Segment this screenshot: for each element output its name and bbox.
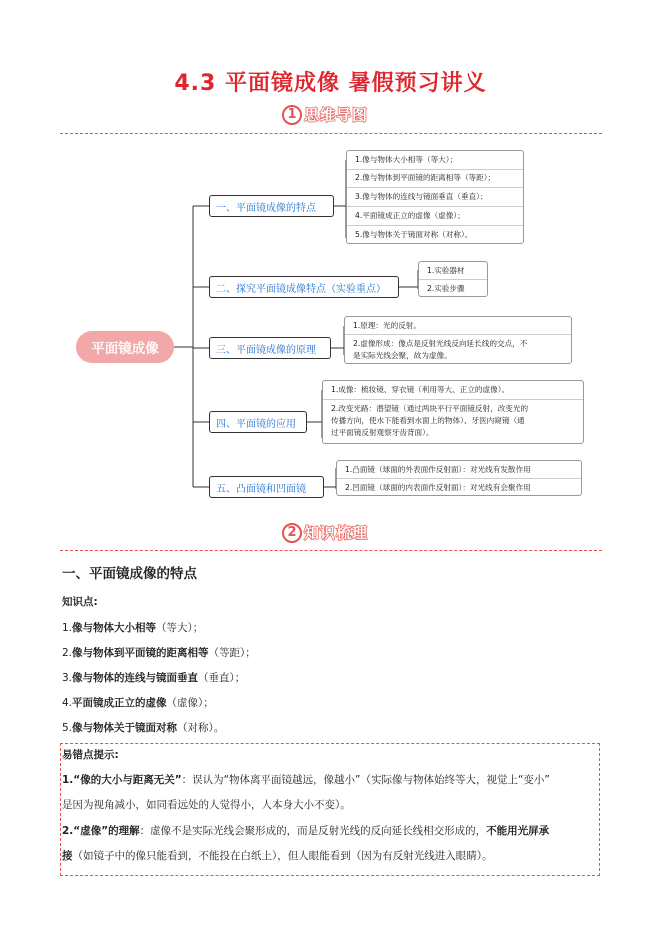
point-key: 像与物体关于镜面对称	[72, 722, 178, 734]
mindmap-branch-1: 一、平面镜成像的特点	[209, 195, 334, 217]
error-tip-1-line-2: 是因为视角减小，如同看远处的人觉得小，人本身大小不变）。	[62, 799, 351, 811]
mindmap-root: 平面镜成像	[76, 331, 174, 363]
mindmap-leaves-2	[418, 261, 488, 297]
leaf: 1.像与物体大小相等（等大）；	[355, 155, 458, 164]
mindmap-leaves-4	[322, 380, 584, 444]
mindmap-leaves-5	[336, 460, 582, 496]
point-note: （等距）；	[208, 647, 256, 659]
tip-emphasis: 不能用光屏承	[486, 825, 550, 837]
tip-text: （如镜子中的像只能看到，不能投在白纸上），但人眼能看到（因为有反射光线进入眼睛）。	[72, 850, 493, 862]
point-number: 2.	[62, 647, 73, 659]
leaf-divider	[419, 279, 487, 280]
leaf-divider	[347, 225, 523, 226]
section-label: 知识梳理	[304, 524, 369, 542]
mindmap-leaves-3	[344, 316, 572, 364]
mindmap-branch-4: 四、平面镜的应用	[209, 411, 307, 433]
leaf-divider	[347, 187, 523, 188]
error-tip-2-line-2	[62, 850, 596, 863]
leaf: 1.原理：光的反射。	[353, 321, 421, 330]
tip-emphasis: 接	[62, 850, 73, 862]
leaf: 2.凹面镜（球面的内表面作反射面）：对光线有会聚作用	[345, 483, 531, 492]
leaf-divider	[323, 399, 583, 400]
divider	[60, 550, 602, 551]
point-note: （虚像）；	[166, 697, 214, 709]
leaf: 过平面镜反射观察牙齿背面）。	[331, 428, 434, 437]
leaf: 2.改变光路：潜望镜（通过两块平行平面镜反射，改变光的	[331, 404, 529, 413]
section-label: 思维导图	[304, 106, 369, 124]
point-number: 1.	[62, 622, 73, 634]
leaf-divider	[345, 334, 571, 335]
knowledge-point-5	[62, 720, 224, 735]
tip-text: ：误认为“物体离平面镜越远，像越小”（实际像与物体始终等大，视觉上“变小”	[181, 774, 550, 786]
leaf: 1.凸面镜（球面的外表面作反射面）：对光线有发散作用	[345, 465, 531, 474]
tip-text: ：虚像不是实际光线会聚形成的，而是反射光线的反向延长线相交形成的，	[139, 825, 487, 837]
point-number: 3.	[62, 672, 73, 684]
leaf: 2.像与物体到平面镜的距离相等（等距）；	[355, 173, 496, 182]
point-key: 像与物体大小相等	[72, 622, 157, 634]
leaf: 1.实验器材	[427, 266, 465, 275]
leaf: 是实际光线会聚，故为虚像。	[353, 351, 452, 360]
knowledge-point-3	[62, 670, 245, 685]
error-tip-1-line-1	[62, 774, 596, 787]
error-tip-2-line-1	[62, 825, 596, 838]
mindmap-branch-3: 三、平面镜成像的原理	[209, 337, 331, 359]
leaf-divider	[347, 206, 523, 207]
mindmap-leaves-1	[346, 150, 524, 244]
tip-key: 2.“虚像”的理解	[62, 825, 140, 837]
leaf-divider	[347, 169, 523, 170]
leaf: 2.虚像形成：像点是反射光线反向延长线的交点，不	[353, 339, 528, 348]
section-number: 1	[282, 105, 302, 125]
knowledge-label: 知识点:	[62, 596, 98, 608]
tip-key: 1.“像的大小与距离无关”	[62, 774, 182, 786]
knowledge-point-4	[62, 695, 214, 710]
knowledge-point-1	[62, 620, 203, 635]
section-heading: 一、平面镜成像的特点	[62, 566, 197, 582]
point-note: （对称）。	[177, 722, 225, 734]
leaf: 4.平面镜成正立的虚像（虚像）；	[355, 211, 465, 220]
point-number: 4.	[62, 697, 73, 709]
leaf: 5.像与物体关于镜面对称（对称）。	[355, 230, 473, 239]
leaf: 3.像与物体的连线与镜面垂直（垂直）；	[355, 192, 488, 201]
section-badge-knowledge	[282, 522, 368, 543]
leaf: 2.实验步骤	[427, 284, 465, 293]
mindmap-branch-5: 五、凸面镜和凹面镜	[209, 476, 324, 498]
point-number: 5.	[62, 722, 73, 734]
point-key: 平面镜成正立的虚像	[72, 697, 167, 709]
error-tips-label: 易错点提示:	[62, 749, 119, 761]
mindmap-branch-2: 二、探究平面镜成像特点（实验重点）	[209, 276, 399, 298]
leaf: 传播方向，使水下能看到水面上的物体）、牙医内窥镜（通	[331, 416, 525, 425]
point-note: （垂直）；	[198, 672, 246, 684]
leaf: 1.成像：梳妆镜、穿衣镜（利用等大、正立的虚像）。	[331, 385, 510, 394]
section-number: 2	[282, 523, 302, 543]
point-note: （等大）；	[156, 622, 204, 634]
point-key: 像与物体到平面镜的距离相等	[72, 647, 209, 659]
leaf-divider	[337, 478, 581, 479]
page-title: 4.3 平面镜成像 暑假预习讲义	[174, 71, 487, 96]
point-key: 像与物体的连线与镜面垂直	[72, 672, 199, 684]
knowledge-point-2	[62, 645, 256, 660]
